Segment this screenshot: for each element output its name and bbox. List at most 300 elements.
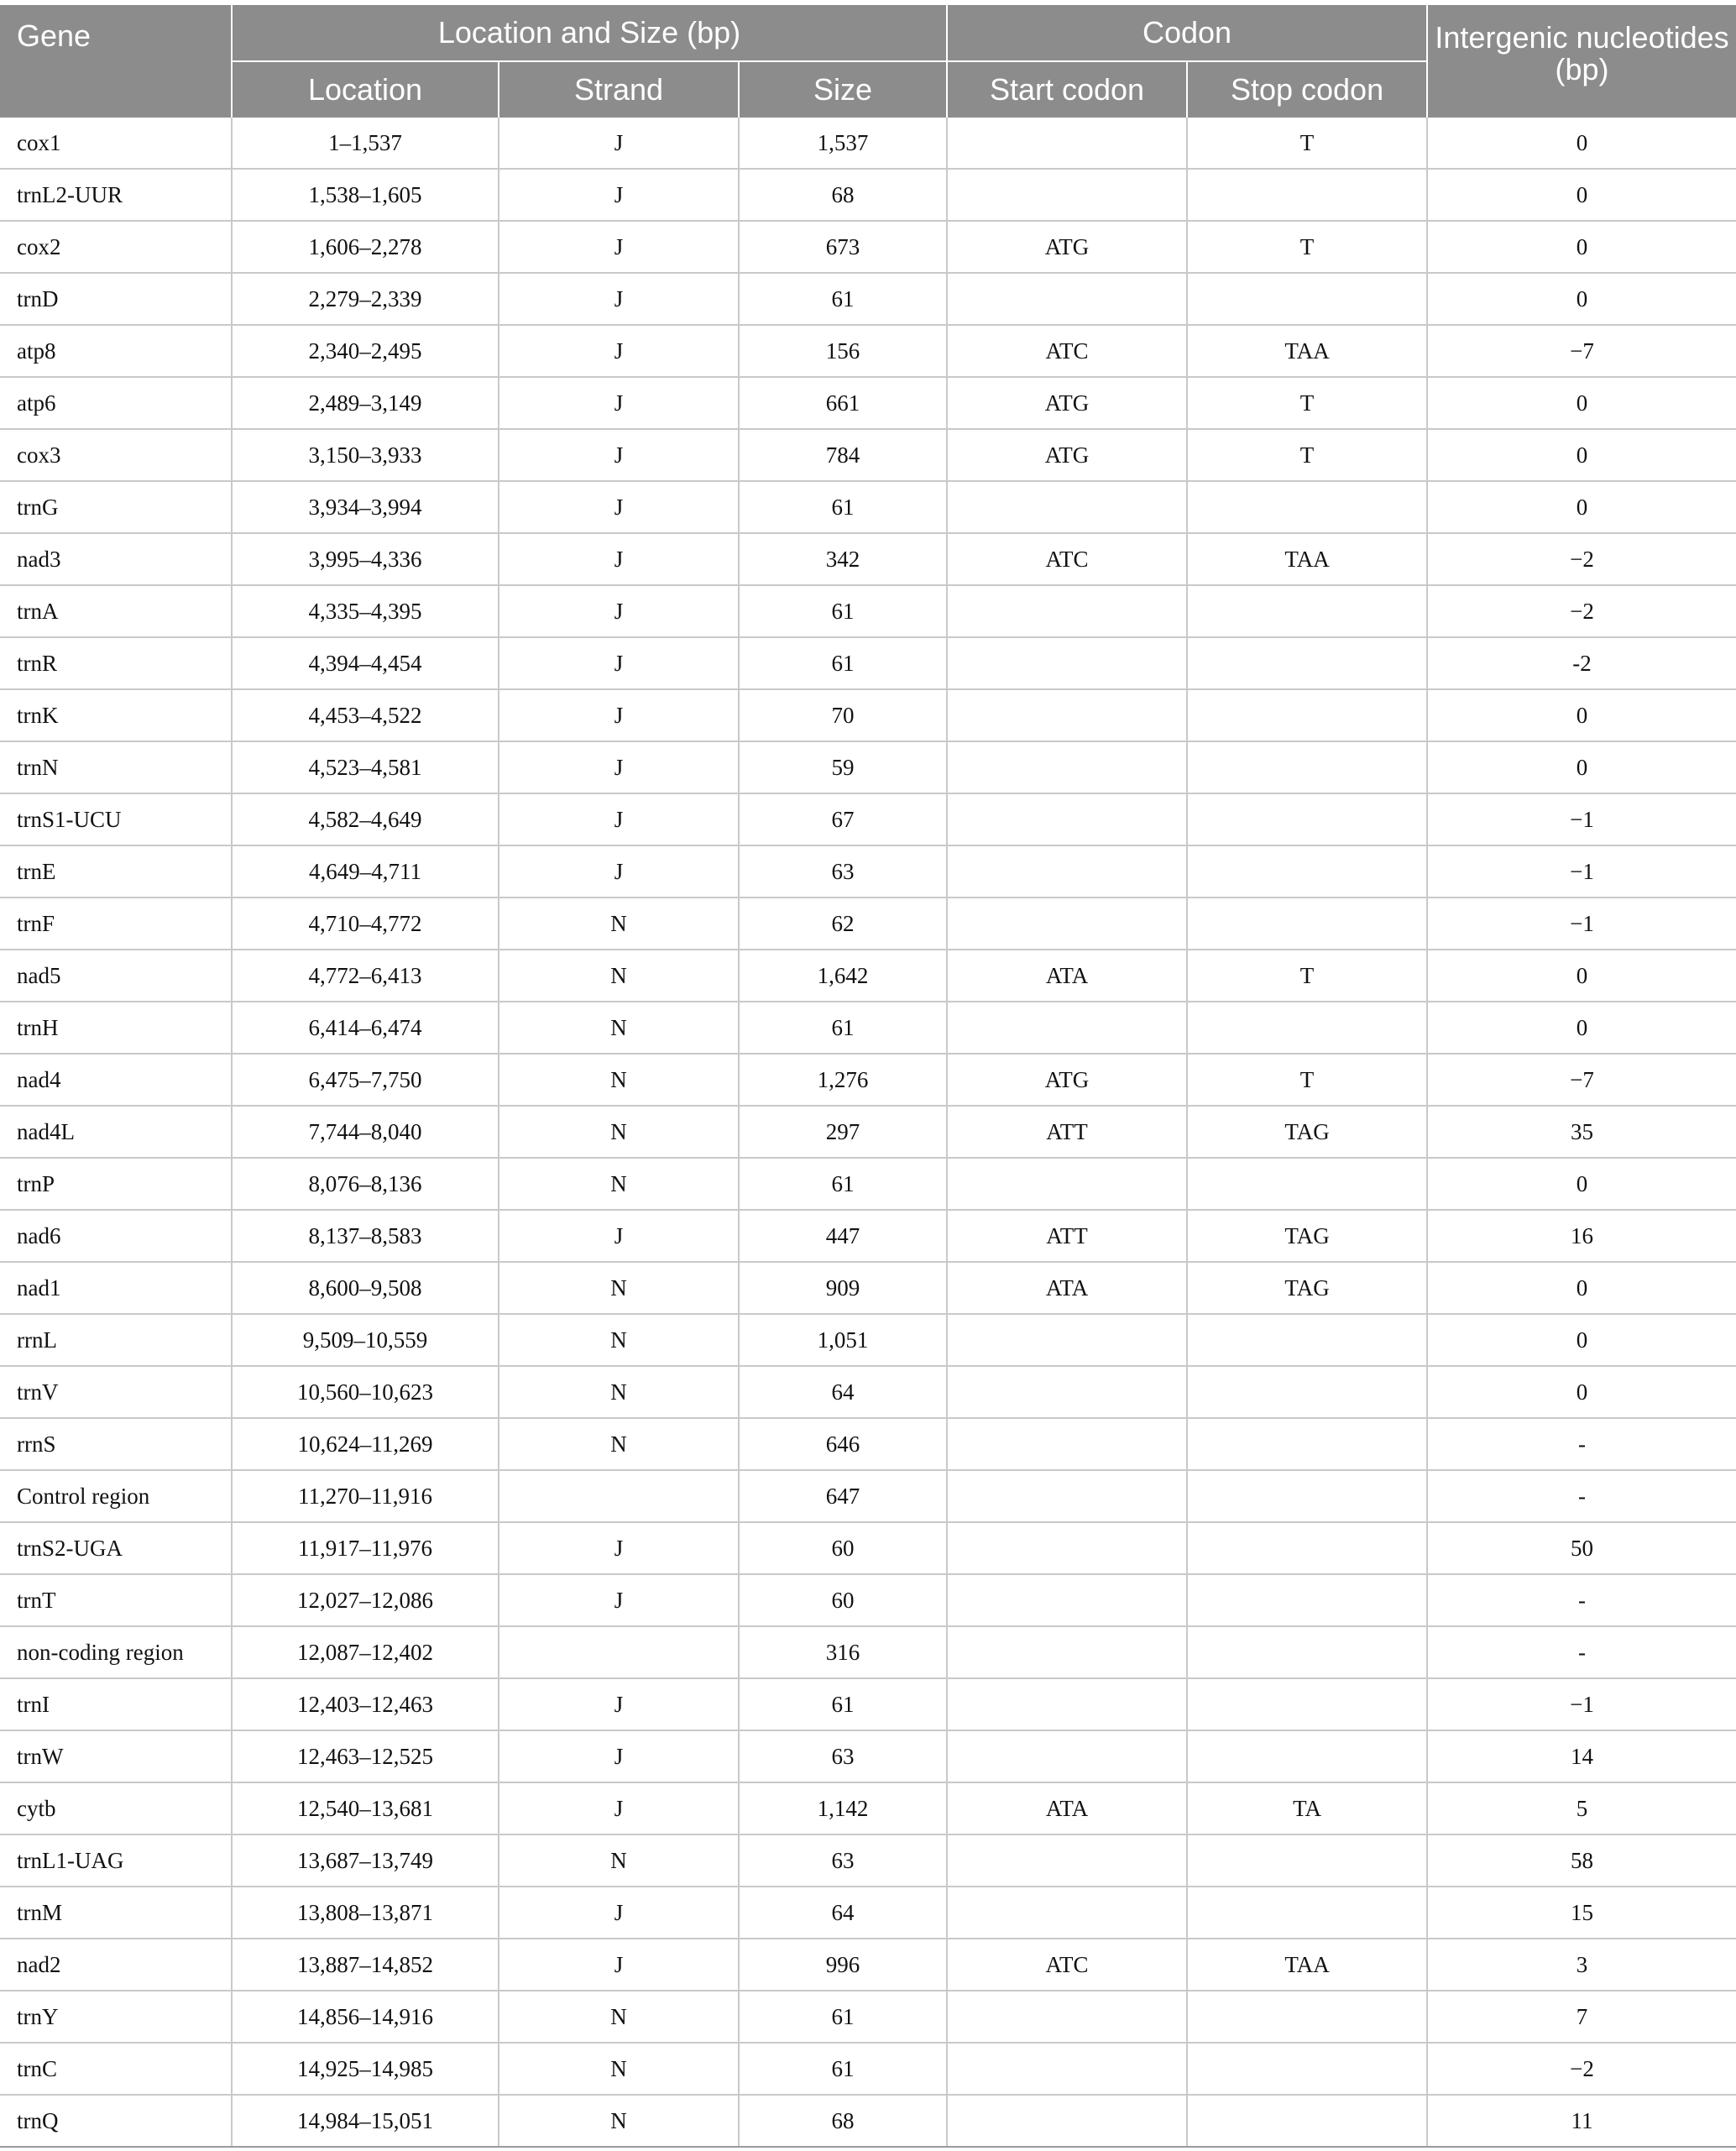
cell-gene: trnI: [0, 1678, 232, 1730]
cell-gene: atp6: [0, 377, 232, 429]
cell-gene: trnY: [0, 1991, 232, 2043]
table-row: [0, 118, 1736, 169]
cell-start-codon: ATG: [947, 377, 1187, 429]
cell-intergenic: −1: [1427, 793, 1736, 845]
cell-location: 13,887–14,852: [232, 1939, 499, 1991]
cell-start-codon: [947, 1522, 1187, 1574]
cell-size: 784: [739, 429, 947, 481]
cell-start-codon: [947, 2095, 1187, 2147]
cell-strand: J: [499, 533, 739, 585]
cell-location: 4,335–4,395: [232, 585, 499, 637]
table-row: [0, 793, 1736, 845]
cell-intergenic: -2: [1427, 637, 1736, 689]
cell-intergenic: 7: [1427, 1991, 1736, 2043]
cell-location: 4,523–4,581: [232, 741, 499, 793]
cell-gene: trnG: [0, 481, 232, 533]
cell-size: 70: [739, 689, 947, 741]
cell-stop-codon: [1187, 1887, 1427, 1939]
cell-start-codon: [947, 1626, 1187, 1678]
cell-start-codon: ATC: [947, 325, 1187, 377]
cell-gene: trnV: [0, 1366, 232, 1418]
cell-start-codon: [947, 1887, 1187, 1939]
cell-size: 60: [739, 1522, 947, 1574]
table-row: [0, 2043, 1736, 2095]
cell-start-codon: [947, 637, 1187, 689]
cell-location: 4,710–4,772: [232, 898, 499, 950]
cell-gene: nad4: [0, 1054, 232, 1106]
table-row: [0, 1574, 1736, 1626]
cell-start-codon: ATC: [947, 1939, 1187, 1991]
cell-stop-codon: T: [1187, 429, 1427, 481]
cell-stop-codon: [1187, 1522, 1427, 1574]
cell-location: 4,772–6,413: [232, 950, 499, 1002]
cell-gene: cox3: [0, 429, 232, 481]
cell-location: 11,917–11,976: [232, 1522, 499, 1574]
cell-start-codon: [947, 689, 1187, 741]
cell-intergenic: 0: [1427, 1366, 1736, 1418]
cell-gene: cox1: [0, 118, 232, 169]
cell-location: 6,414–6,474: [232, 1002, 499, 1054]
table-row: [0, 1106, 1736, 1158]
table-row: [0, 325, 1736, 377]
table-row: [0, 741, 1736, 793]
cell-stop-codon: [1187, 741, 1427, 793]
cell-location: 8,137–8,583: [232, 1210, 499, 1262]
table-row: [0, 637, 1736, 689]
table-row: [0, 1678, 1736, 1730]
cell-stop-codon: T: [1187, 1054, 1427, 1106]
cell-size: 156: [739, 325, 947, 377]
cell-intergenic: 3: [1427, 1939, 1736, 1991]
cell-stop-codon: [1187, 689, 1427, 741]
cell-gene: atp8: [0, 325, 232, 377]
cell-size: 1,051: [739, 1314, 947, 1366]
cell-size: 297: [739, 1106, 947, 1158]
cell-strand: N: [499, 1834, 739, 1887]
cell-strand: N: [499, 1366, 739, 1418]
cell-strand: N: [499, 1158, 739, 1210]
cell-intergenic: 0: [1427, 1262, 1736, 1314]
cell-gene: trnC: [0, 2043, 232, 2095]
cell-strand: J: [499, 429, 739, 481]
cell-strand: J: [499, 377, 739, 429]
cell-size: 64: [739, 1366, 947, 1418]
cell-size: 61: [739, 1002, 947, 1054]
cell-strand: J: [499, 1210, 739, 1262]
cell-location: 3,150–3,933: [232, 429, 499, 481]
cell-location: 1,606–2,278: [232, 221, 499, 273]
cell-size: 64: [739, 1887, 947, 1939]
cell-stop-codon: [1187, 1002, 1427, 1054]
cell-size: 61: [739, 1158, 947, 1210]
cell-start-codon: [947, 1366, 1187, 1418]
cell-strand: N: [499, 950, 739, 1002]
cell-gene: trnL1-UAG: [0, 1834, 232, 1887]
cell-strand: J: [499, 689, 739, 741]
cell-location: 9,509–10,559: [232, 1314, 499, 1366]
cell-gene: nad2: [0, 1939, 232, 1991]
cell-start-codon: [947, 1678, 1187, 1730]
cell-stop-codon: [1187, 637, 1427, 689]
cell-stop-codon: [1187, 169, 1427, 221]
table-row: [0, 1522, 1736, 1574]
cell-strand: J: [499, 1782, 739, 1834]
cell-gene: nad1: [0, 1262, 232, 1314]
header-intergenic: Intergenic nucleotides (bp): [1427, 5, 1736, 118]
table-row: [0, 1991, 1736, 2043]
cell-stop-codon: [1187, 1314, 1427, 1366]
cell-stop-codon: [1187, 1626, 1427, 1678]
cell-gene: trnA: [0, 585, 232, 637]
cell-location: 13,808–13,871: [232, 1887, 499, 1939]
cell-strand: J: [499, 845, 739, 898]
cell-intergenic: 35: [1427, 1106, 1736, 1158]
cell-stop-codon: [1187, 1991, 1427, 2043]
cell-start-codon: [947, 1470, 1187, 1522]
cell-size: 647: [739, 1470, 947, 1522]
cell-gene: trnF: [0, 898, 232, 950]
cell-strand: [499, 1626, 739, 1678]
cell-gene: trnP: [0, 1158, 232, 1210]
cell-size: 996: [739, 1939, 947, 1991]
cell-intergenic: 16: [1427, 1210, 1736, 1262]
cell-size: 63: [739, 1834, 947, 1887]
cell-stop-codon: TA: [1187, 1782, 1427, 1834]
cell-stop-codon: TAG: [1187, 1210, 1427, 1262]
cell-location: 10,560–10,623: [232, 1366, 499, 1418]
cell-strand: J: [499, 1522, 739, 1574]
cell-start-codon: ATA: [947, 1782, 1187, 1834]
cell-location: 8,600–9,508: [232, 1262, 499, 1314]
cell-size: 1,142: [739, 1782, 947, 1834]
cell-strand: J: [499, 637, 739, 689]
table-row: [0, 1210, 1736, 1262]
table-row: [0, 1418, 1736, 1470]
cell-size: 447: [739, 1210, 947, 1262]
table-row: [0, 689, 1736, 741]
cell-stop-codon: TAG: [1187, 1262, 1427, 1314]
cell-size: 61: [739, 1991, 947, 2043]
cell-location: 4,582–4,649: [232, 793, 499, 845]
cell-location: 2,340–2,495: [232, 325, 499, 377]
cell-gene: trnM: [0, 1887, 232, 1939]
cell-start-codon: ATG: [947, 1054, 1187, 1106]
cell-location: 11,270–11,916: [232, 1470, 499, 1522]
cell-start-codon: ATC: [947, 533, 1187, 585]
cell-stop-codon: [1187, 481, 1427, 533]
table-row: [0, 1366, 1736, 1418]
cell-strand: J: [499, 273, 739, 325]
cell-start-codon: [947, 845, 1187, 898]
cell-strand: N: [499, 1106, 739, 1158]
cell-size: 63: [739, 1730, 947, 1782]
cell-intergenic: 14: [1427, 1730, 1736, 1782]
cell-intergenic: 0: [1427, 377, 1736, 429]
cell-intergenic: 0: [1427, 1314, 1736, 1366]
header-location-size: Location and Size (bp): [232, 5, 947, 61]
cell-stop-codon: [1187, 845, 1427, 898]
cell-location: 14,984–15,051: [232, 2095, 499, 2147]
cell-start-codon: ATT: [947, 1210, 1187, 1262]
cell-intergenic: 0: [1427, 118, 1736, 169]
cell-stop-codon: [1187, 1366, 1427, 1418]
cell-location: 14,856–14,916: [232, 1991, 499, 2043]
cell-strand: N: [499, 1991, 739, 2043]
table-row: [0, 1782, 1736, 1834]
table-row: [0, 1002, 1736, 1054]
cell-stop-codon: TAA: [1187, 325, 1427, 377]
cell-start-codon: ATA: [947, 950, 1187, 1002]
header-start-codon: Start codon: [947, 61, 1187, 118]
cell-strand: N: [499, 2095, 739, 2147]
cell-strand: J: [499, 1939, 739, 1991]
cell-gene: nad4L: [0, 1106, 232, 1158]
table-row: [0, 273, 1736, 325]
cell-strand: J: [499, 741, 739, 793]
cell-size: 59: [739, 741, 947, 793]
cell-gene: rrnL: [0, 1314, 232, 1366]
cell-stop-codon: TAA: [1187, 533, 1427, 585]
header-strand: Strand: [499, 61, 739, 118]
cell-gene: trnE: [0, 845, 232, 898]
cell-size: 61: [739, 585, 947, 637]
table-row: [0, 1262, 1736, 1314]
cell-size: 673: [739, 221, 947, 273]
cell-size: 1,276: [739, 1054, 947, 1106]
cell-gene: nad6: [0, 1210, 232, 1262]
cell-location: 4,649–4,711: [232, 845, 499, 898]
cell-start-codon: [947, 741, 1187, 793]
cell-strand: J: [499, 118, 739, 169]
table-row: [0, 1887, 1736, 1939]
cell-start-codon: [947, 1991, 1187, 2043]
cell-strand: J: [499, 481, 739, 533]
cell-size: 67: [739, 793, 947, 845]
cell-start-codon: [947, 169, 1187, 221]
cell-gene: cox2: [0, 221, 232, 273]
cell-intergenic: 50: [1427, 1522, 1736, 1574]
cell-intergenic: 0: [1427, 481, 1736, 533]
cell-start-codon: [947, 898, 1187, 950]
cell-intergenic: 11: [1427, 2095, 1736, 2147]
cell-size: 1,642: [739, 950, 947, 1002]
table-row: [0, 845, 1736, 898]
cell-stop-codon: T: [1187, 377, 1427, 429]
cell-intergenic: −2: [1427, 585, 1736, 637]
cell-location: 3,995–4,336: [232, 533, 499, 585]
cell-gene: trnD: [0, 273, 232, 325]
cell-stop-codon: [1187, 1418, 1427, 1470]
cell-location: 10,624–11,269: [232, 1418, 499, 1470]
cell-gene: trnQ: [0, 2095, 232, 2147]
cell-start-codon: [947, 585, 1187, 637]
cell-intergenic: −2: [1427, 533, 1736, 585]
cell-stop-codon: [1187, 1834, 1427, 1887]
cell-location: 1–1,537: [232, 118, 499, 169]
cell-gene: trnR: [0, 637, 232, 689]
table-row: [0, 898, 1736, 950]
cell-stop-codon: [1187, 1574, 1427, 1626]
table-row: [0, 1939, 1736, 1991]
table-header: [0, 5, 1736, 118]
cell-location: 14,925–14,985: [232, 2043, 499, 2095]
cell-location: 12,463–12,525: [232, 1730, 499, 1782]
cell-size: 316: [739, 1626, 947, 1678]
cell-location: 3,934–3,994: [232, 481, 499, 533]
gene-annotation-table: [0, 5, 1736, 2148]
cell-stop-codon: TAA: [1187, 1939, 1427, 1991]
cell-gene: rrnS: [0, 1418, 232, 1470]
cell-stop-codon: [1187, 1470, 1427, 1522]
cell-size: 61: [739, 2043, 947, 2095]
cell-size: 646: [739, 1418, 947, 1470]
cell-stop-codon: [1187, 898, 1427, 950]
cell-start-codon: [947, 1002, 1187, 1054]
cell-stop-codon: [1187, 1678, 1427, 1730]
cell-gene: nad3: [0, 533, 232, 585]
cell-stop-codon: [1187, 1730, 1427, 1782]
cell-size: 61: [739, 637, 947, 689]
cell-size: 342: [739, 533, 947, 585]
cell-gene: trnK: [0, 689, 232, 741]
cell-intergenic: 0: [1427, 273, 1736, 325]
cell-stop-codon: T: [1187, 221, 1427, 273]
cell-intergenic: −1: [1427, 1678, 1736, 1730]
cell-strand: N: [499, 1054, 739, 1106]
cell-gene: trnW: [0, 1730, 232, 1782]
cell-intergenic: -: [1427, 1418, 1736, 1470]
cell-size: 61: [739, 1678, 947, 1730]
cell-intergenic: −7: [1427, 1054, 1736, 1106]
cell-size: 909: [739, 1262, 947, 1314]
cell-stop-codon: [1187, 273, 1427, 325]
cell-start-codon: [947, 1418, 1187, 1470]
cell-location: 4,394–4,454: [232, 637, 499, 689]
cell-strand: J: [499, 1887, 739, 1939]
cell-start-codon: ATA: [947, 1262, 1187, 1314]
cell-gene: trnN: [0, 741, 232, 793]
cell-gene: trnS2-UGA: [0, 1522, 232, 1574]
cell-location: 12,540–13,681: [232, 1782, 499, 1834]
header-gene: Gene: [0, 5, 232, 118]
cell-size: 1,537: [739, 118, 947, 169]
cell-gene: trnT: [0, 1574, 232, 1626]
cell-size: 661: [739, 377, 947, 429]
cell-location: 2,279–2,339: [232, 273, 499, 325]
cell-strand: J: [499, 169, 739, 221]
header-location: Location: [232, 61, 499, 118]
cell-intergenic: 0: [1427, 950, 1736, 1002]
cell-intergenic: -: [1427, 1626, 1736, 1678]
cell-location: 2,489–3,149: [232, 377, 499, 429]
cell-strand: N: [499, 1002, 739, 1054]
cell-size: 62: [739, 898, 947, 950]
cell-intergenic: 0: [1427, 1002, 1736, 1054]
cell-intergenic: −1: [1427, 898, 1736, 950]
cell-stop-codon: T: [1187, 950, 1427, 1002]
cell-start-codon: [947, 118, 1187, 169]
table-row: [0, 1730, 1736, 1782]
cell-gene: nad5: [0, 950, 232, 1002]
table-row: [0, 585, 1736, 637]
cell-stop-codon: T: [1187, 118, 1427, 169]
table-row: [0, 533, 1736, 585]
cell-stop-codon: TAG: [1187, 1106, 1427, 1158]
cell-intergenic: -: [1427, 1470, 1736, 1522]
cell-intergenic: 0: [1427, 1158, 1736, 1210]
cell-intergenic: 5: [1427, 1782, 1736, 1834]
cell-start-codon: [947, 1834, 1187, 1887]
table-row: [0, 1158, 1736, 1210]
header-stop-codon: Stop codon: [1187, 61, 1427, 118]
table-row: [0, 1834, 1736, 1887]
cell-location: 12,087–12,402: [232, 1626, 499, 1678]
cell-intergenic: 0: [1427, 169, 1736, 221]
cell-intergenic: 0: [1427, 429, 1736, 481]
cell-strand: N: [499, 898, 739, 950]
cell-strand: N: [499, 1262, 739, 1314]
cell-start-codon: [947, 481, 1187, 533]
cell-strand: N: [499, 2043, 739, 2095]
cell-strand: N: [499, 1314, 739, 1366]
cell-intergenic: 58: [1427, 1834, 1736, 1887]
table-row: [0, 169, 1736, 221]
cell-location: 1,538–1,605: [232, 169, 499, 221]
cell-intergenic: -: [1427, 1574, 1736, 1626]
cell-start-codon: [947, 1730, 1187, 1782]
table-row: [0, 221, 1736, 273]
cell-gene: trnS1-UCU: [0, 793, 232, 845]
table-row: [0, 429, 1736, 481]
cell-start-codon: ATT: [947, 1106, 1187, 1158]
header-codon: Codon: [947, 5, 1427, 61]
header-size: Size: [739, 61, 947, 118]
cell-location: 7,744–8,040: [232, 1106, 499, 1158]
cell-start-codon: [947, 793, 1187, 845]
table-row: [0, 2095, 1736, 2147]
cell-intergenic: −1: [1427, 845, 1736, 898]
cell-gene: trnL2-UUR: [0, 169, 232, 221]
cell-gene: trnH: [0, 1002, 232, 1054]
cell-location: 12,027–12,086: [232, 1574, 499, 1626]
cell-location: 13,687–13,749: [232, 1834, 499, 1887]
cell-location: 8,076–8,136: [232, 1158, 499, 1210]
cell-intergenic: −2: [1427, 2043, 1736, 2095]
table-row: [0, 1054, 1736, 1106]
cell-start-codon: [947, 273, 1187, 325]
cell-strand: J: [499, 221, 739, 273]
cell-intergenic: 15: [1427, 1887, 1736, 1939]
cell-strand: [499, 1470, 739, 1522]
table-row: [0, 481, 1736, 533]
cell-stop-codon: [1187, 585, 1427, 637]
cell-stop-codon: [1187, 2095, 1427, 2147]
cell-stop-codon: [1187, 2043, 1427, 2095]
cell-start-codon: [947, 1314, 1187, 1366]
cell-intergenic: 0: [1427, 221, 1736, 273]
cell-intergenic: −7: [1427, 325, 1736, 377]
cell-start-codon: ATG: [947, 429, 1187, 481]
cell-strand: J: [499, 793, 739, 845]
cell-location: 12,403–12,463: [232, 1678, 499, 1730]
cell-stop-codon: [1187, 1158, 1427, 1210]
cell-intergenic: 0: [1427, 689, 1736, 741]
cell-stop-codon: [1187, 793, 1427, 845]
cell-strand: J: [499, 1678, 739, 1730]
cell-strand: J: [499, 325, 739, 377]
cell-size: 61: [739, 273, 947, 325]
table-row: [0, 1626, 1736, 1678]
